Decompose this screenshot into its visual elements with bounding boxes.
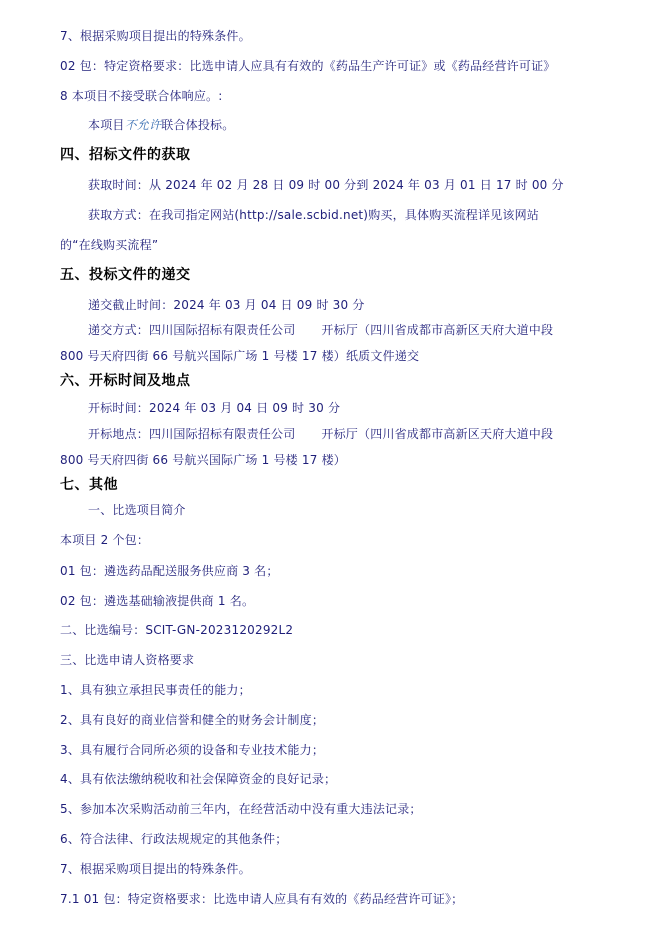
text-segment: 递交方式：四川国际招标有限责任公司 — [88, 323, 296, 337]
text-segment: 开标地点：四川国际招标有限责任公司 — [88, 427, 296, 441]
text-line: 02 包：特定资格要求：比选申请人应具有有效的《药品生产许可证》或《药品经营许可证》 — [60, 59, 556, 73]
text-line: 7、根据采购项目提出的特殊条件。 — [60, 29, 251, 43]
text-line: 1、具有独立承担民事责任的能力； — [60, 683, 251, 697]
text-line: 800 号天府四街 66 号航兴国际广场 1 号楼 17 楼）纸质文件递交 — [60, 349, 420, 363]
text-line: 本项目 2 个包： — [60, 533, 150, 547]
text-line — [88, 117, 234, 133]
emphasis-text: 不允许 — [124, 118, 162, 132]
text-line: 800 号天府四街 66 号航兴国际广场 1 号楼 17 楼） — [60, 453, 346, 467]
text-line: 02 包：遴选基础输液提供商 1 名。 — [60, 594, 255, 608]
text-line: 4、具有依法缴纳税收和社会保障资金的良好记录； — [60, 772, 337, 786]
text-line: 递交截止时间：2024 年 03 月 04 日 09 时 30 分 — [88, 298, 365, 312]
text-line: 二、比选编号：SCIT-GN-2023120292L2 — [60, 623, 294, 637]
text-segment: 开标厅（四川省成都市高新区天府大道中段 — [321, 427, 554, 441]
text-line — [88, 426, 553, 442]
text-line — [88, 322, 553, 338]
section-heading: 六、开标时间及地点 — [60, 373, 191, 389]
text-line: 获取时间：从 2024 年 02 月 28 日 09 时 00 分到 2024 年 03 月 01 日 17 时 00 分 — [88, 178, 564, 192]
text-segment: 开标厅（四川省成都市高新区天府大道中段 — [321, 323, 554, 337]
text-line: 8 本项目不接受联合体响应。: — [60, 89, 223, 103]
text-line: 7、根据采购项目提出的特殊条件。 — [60, 862, 251, 876]
text-line: 一、比选项目简介 — [88, 503, 186, 517]
text-line: 的“在线购买流程” — [60, 238, 159, 252]
text-line: 开标时间：2024 年 03 月 04 日 09 时 30 分 — [88, 401, 341, 415]
section-heading: 四、招标文件的获取 — [60, 147, 191, 163]
section-heading: 五、投标文件的递交 — [60, 267, 191, 283]
text-line: 获取方式：在我司指定网站(http://sale.scbid.net)购买，具体购买流程详见该网站 — [88, 208, 539, 222]
text-segment: 本项目 — [88, 118, 125, 132]
text-segment: 联合体投标。 — [161, 118, 235, 132]
text-line: 2、具有良好的商业信誉和健全的财务会计制度； — [60, 713, 325, 727]
text-line: 三、比选申请人资格要求 — [60, 653, 195, 667]
section-heading: 七、其他 — [60, 477, 118, 493]
text-line: 5、参加本次采购活动前三年内，在经营活动中没有重大违法记录； — [60, 802, 422, 816]
text-line: 01 包：遴选药品配送服务供应商 3 名； — [60, 564, 279, 578]
text-line: 6、符合法律、行政法规规定的其他条件； — [60, 832, 288, 846]
text-line: 7.1 01 包：特定资格要求：比选申请人应具有有效的《药品经营许可证》； — [60, 892, 464, 906]
text-line: 3、具有履行合同所必须的设备和专业技术能力； — [60, 743, 325, 757]
